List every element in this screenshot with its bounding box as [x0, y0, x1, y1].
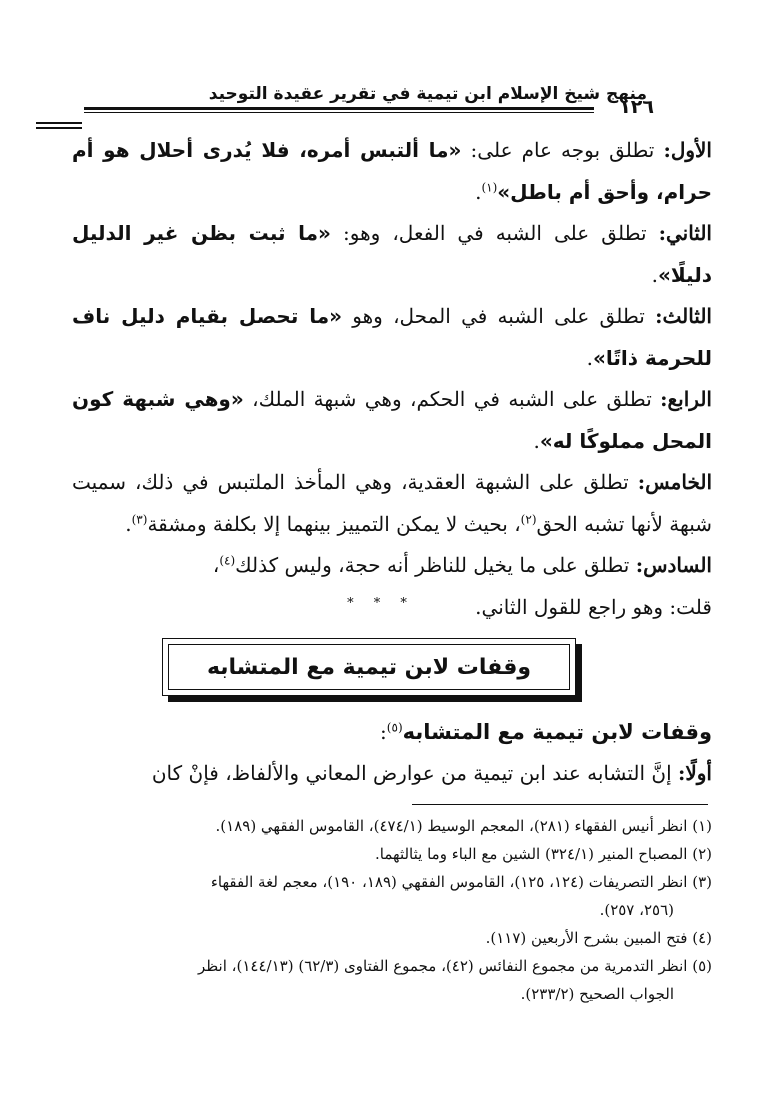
- definition-quote: «وهي شبهة كون المحل مملوكًا له»: [72, 387, 712, 453]
- paragraph-text: تطلق على ما يخيل للناظر أنه حجة، وليس كذلك: [235, 553, 636, 577]
- paragraph-text: تطلق بوجه عام على:: [461, 138, 664, 162]
- term-label: الثاني:: [658, 221, 712, 245]
- paragraph-second: [72, 213, 712, 296]
- paragraph-text-continued: ، بحيث لا يمكن التمييز بينهما إلا بكلفة ومشقة: [147, 511, 521, 536]
- subheading-tail: :: [380, 720, 387, 744]
- footnote-ref[interactable]: (٤): [219, 553, 236, 568]
- main-text: [72, 130, 712, 628]
- paragraph-third: [72, 296, 712, 379]
- section-heading-box: [162, 638, 576, 696]
- paragraph-text: قلت: وهو راجع للقول الثاني.: [475, 594, 712, 619]
- footnote-item: (٣) انظر التصريفات (١٢٤، ١٢٥)، القاموس الفقهي (١٨٩، ١٩٠)، معجم لغة الفقهاء: [210, 873, 712, 891]
- paragraph-text: تطلق على الشبه في الحكم، وهي شبهة الملك،: [243, 387, 661, 411]
- footnote-ref[interactable]: (٣): [131, 511, 148, 526]
- paragraph-text: إنَّ التشابه عند ابن تيمية من عوارض المعاني والألفاظ، فإنْ كان: [151, 761, 678, 785]
- paragraph-tail: .: [475, 179, 482, 204]
- paragraph-sixth: [72, 545, 712, 587]
- definition-quote: «ما ثبت بظن غير الدليل دليلًا»: [72, 221, 712, 287]
- section-text: [72, 712, 712, 794]
- paragraph-tail: .: [125, 511, 132, 536]
- paragraph-text: تطلق على الشبه في المحل، وهو: [342, 304, 656, 328]
- running-header-title: منهج شيخ الإسلام ابن تيمية في تقرير عقيدة التوحيد: [208, 84, 647, 104]
- footnotes: [62, 812, 712, 1008]
- term-label: السادس:: [635, 553, 712, 577]
- paragraph-tail: .: [533, 428, 540, 453]
- subheading: وقفات لابن تيمية مع المتشابه: [402, 720, 712, 744]
- subheading-line: [72, 712, 712, 753]
- footnote-item: (٢) المصباح المنير (٣٢٤/١) الشين مع الباء وما يثالثهما.: [375, 845, 712, 863]
- footnote-item: (٤) فتح المبين بشرح الأربعين (١١٧).: [485, 929, 712, 947]
- paragraph-tail: .: [586, 345, 593, 370]
- section-separator: * * *: [347, 596, 415, 611]
- paragraph-tail: .: [651, 262, 658, 287]
- footnote-continuation: الجواب الصحيح (٢٣٣/٢).: [520, 985, 674, 1003]
- definition-quote: «ما تحصل بقيام دليل ناف للحرمة ذاتًا»: [72, 304, 712, 370]
- header-rule: [84, 107, 594, 113]
- paragraph-text: تطلق على الشبه في الفعل، وهو:: [330, 221, 659, 245]
- term-label: أولًا:: [677, 761, 712, 785]
- term-label: الثالث:: [655, 304, 712, 328]
- first-point: [72, 753, 712, 794]
- term-label: الرابع:: [660, 387, 712, 411]
- section-heading: وقفات لابن تيمية مع المتشابه: [206, 654, 532, 680]
- footnote-continuation: (٢٥٦، ٢٥٧).: [599, 901, 674, 919]
- paragraph-fourth: [72, 379, 712, 462]
- page-number: ١٢٦: [619, 96, 654, 118]
- paragraph-fifth: [72, 462, 712, 545]
- footnote-item: (١) انظر أنيس الفقهاء (٢٨١)، المعجم الوسيط (٤٧٤/١)، القاموس الفقهي (١٨٩).: [215, 817, 712, 835]
- paragraph-tail: ،: [212, 553, 220, 577]
- footnote-ref[interactable]: (٥): [386, 720, 403, 735]
- footnote-separator: [412, 804, 708, 805]
- footnote-item: (٥) انظر التدمرية من مجموع النفائس (٤٢)، مجموع الفتاوى (٦٢/٣) (١٤٤/١٣)، انظر: [197, 957, 712, 975]
- footnote-ref[interactable]: (١): [481, 179, 498, 194]
- term-label: الخامس:: [637, 470, 712, 494]
- definition-quote: «ما ألتبس أمره، فلا يُدرى أحلال هو أم حرام، وأحق أم باطل»: [72, 138, 712, 204]
- paragraph-text: تطلق على الشبهة العقدية، وهي المأخذ الملتبس في ذلك، سميت شبهة لأنها تشبه الحق: [72, 470, 712, 536]
- footnote-ref[interactable]: (٢): [520, 511, 537, 526]
- page-number-rule: [36, 122, 82, 129]
- term-label: الأول:: [663, 138, 712, 162]
- paragraph-first: [72, 130, 712, 213]
